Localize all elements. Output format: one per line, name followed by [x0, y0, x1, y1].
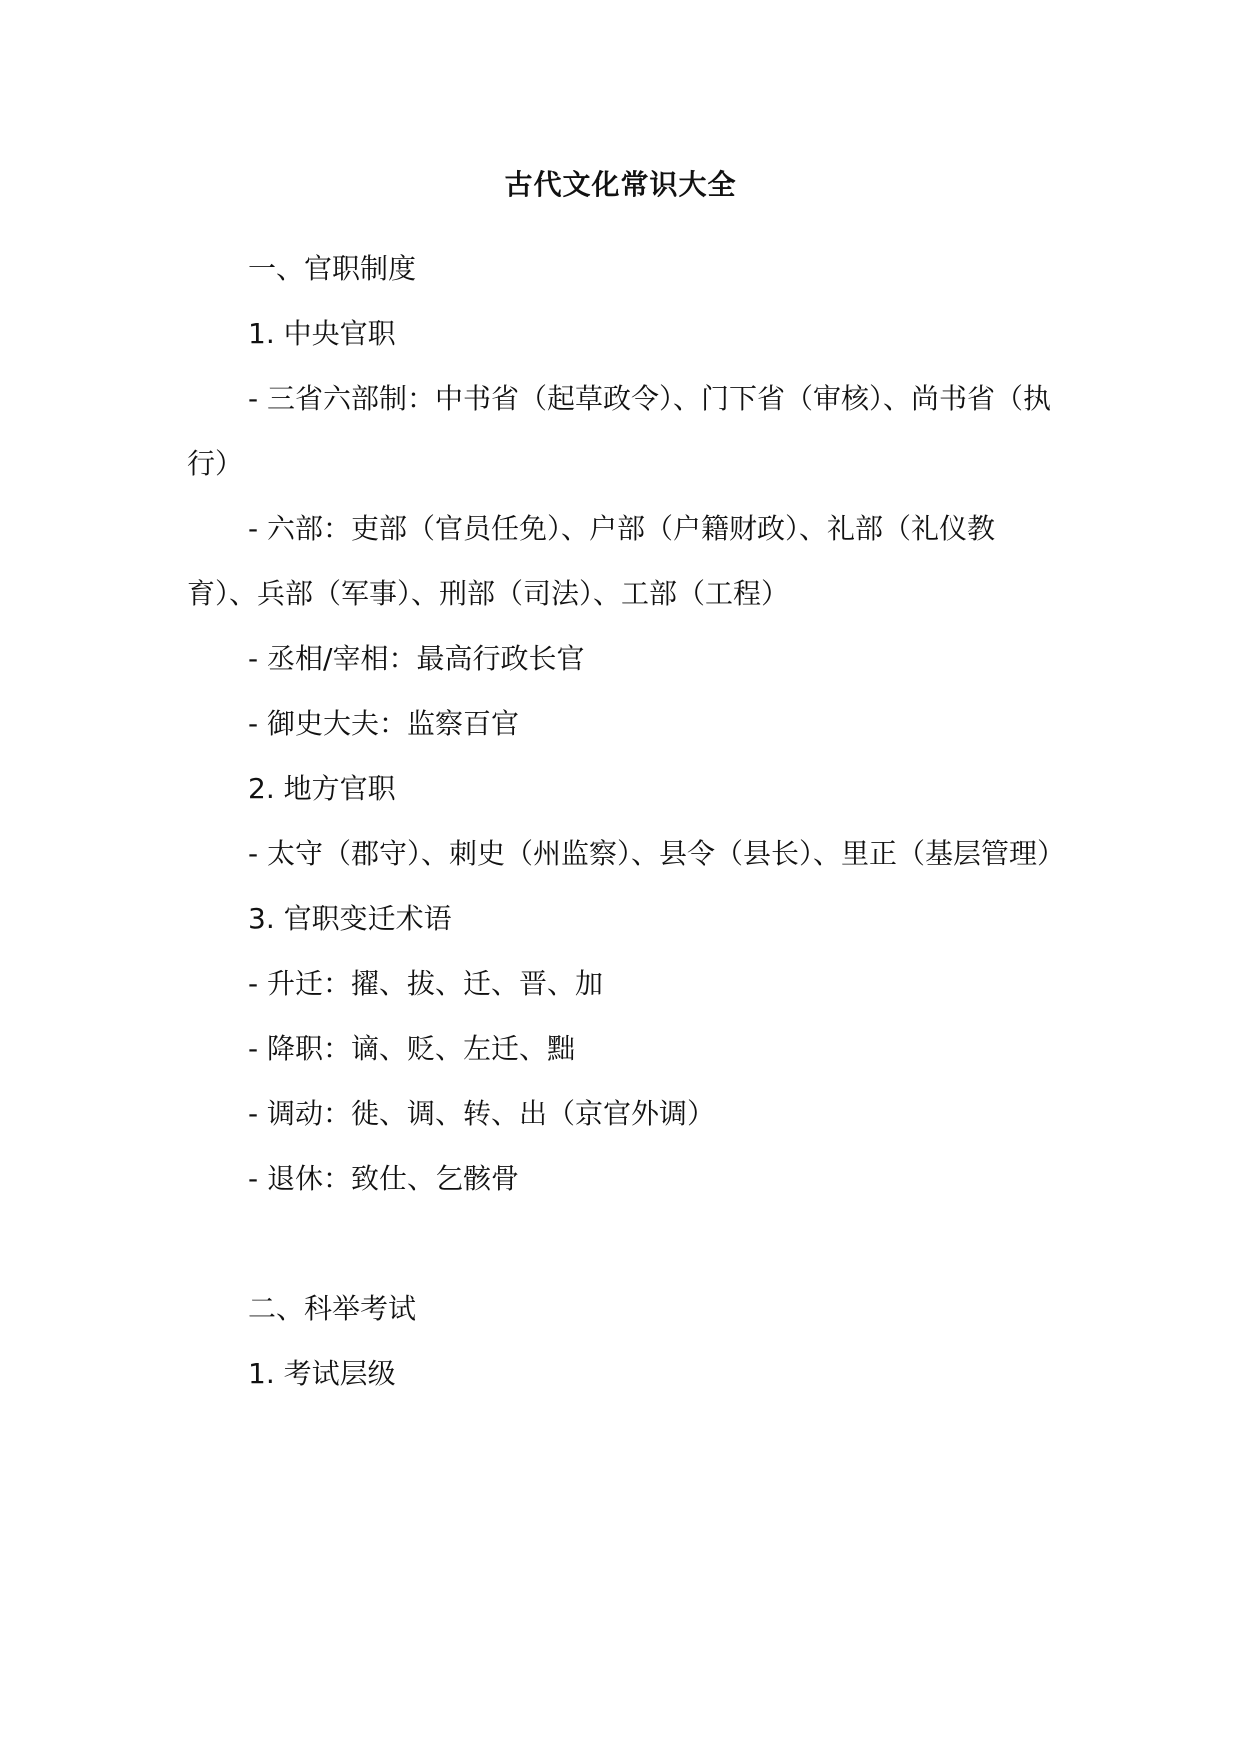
list-item: - 六部：吏部（官员任免）、户部（户籍财政）、礼部（礼仪教育）、兵部（军事）、刑部（司法）、工部（工程）: [187, 512, 996, 610]
list-item: - 太守（郡守）、刺史（州监察）、县令（县长）、里正（基层管理）: [248, 837, 1066, 870]
section-heading: 一、官职制度: [248, 252, 417, 285]
list-item: - 御史大夫：监察百官: [248, 707, 520, 740]
document-title: 古代文化常识大全: [504, 168, 737, 201]
list-item: - 调动：徙、调、转、出（京官外调）: [248, 1097, 716, 1130]
subsection-heading: 3. 官职变迁术语: [248, 902, 452, 935]
list-item: - 升迁：擢、拔、迁、晋、加: [248, 967, 604, 1000]
document-body: [187, 236, 1066, 1406]
subsection-heading: 1. 中央官职: [248, 317, 396, 350]
list-item: - 丞相/宰相：最高行政长官: [248, 642, 585, 675]
list-item: - 三省六部制：中书省（起草政令）、门下省（审核）、尚书省（执行）: [187, 382, 1052, 480]
list-item: - 退休：致仕、乞骸骨: [248, 1162, 520, 1195]
subsection-heading: 1. 考试层级: [248, 1357, 396, 1390]
subsection-heading: 2. 地方官职: [248, 772, 396, 805]
section-heading: 二、科举考试: [248, 1292, 417, 1325]
list-item: - 降职：谪、贬、左迁、黜: [248, 1032, 576, 1065]
blank-line: [187, 1211, 1057, 1276]
